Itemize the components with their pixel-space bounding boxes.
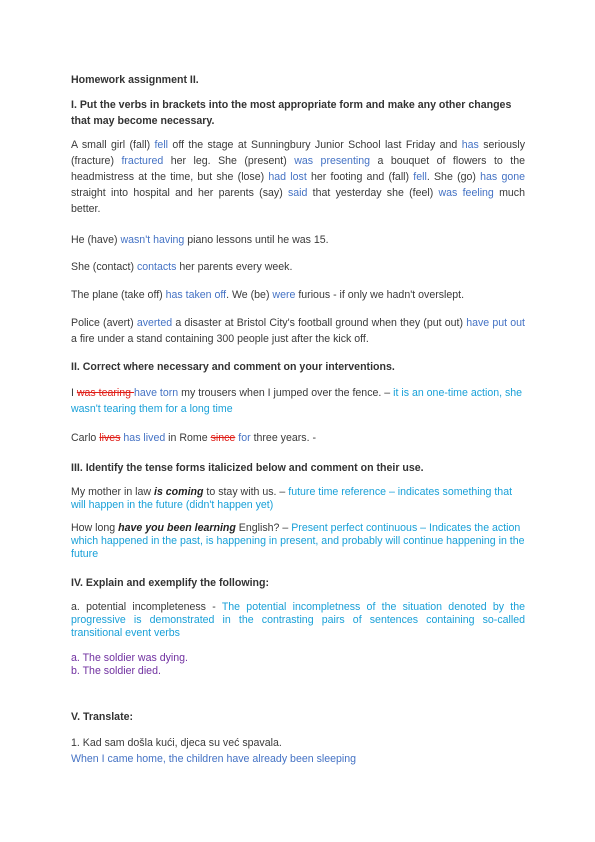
text: much better.: [71, 187, 525, 215]
section-3-sentence-2: [71, 522, 525, 561]
answer: has: [461, 139, 479, 151]
text: in Rome: [165, 432, 211, 444]
answer: has gone: [480, 171, 526, 183]
answer: wasn't having: [120, 234, 185, 246]
comment: Present perfect continuous – Indicates the action which happened in the past, is happening in present, and probably will continue happening in the future: [71, 522, 525, 560]
section-5-heading: V. Translate:: [71, 711, 134, 723]
answer: contacts: [136, 261, 177, 273]
deleted-text: was tearing: [76, 387, 135, 399]
comment: The potential incompletness of the situation denoted by the progressive is demonstrated in the contrasting pairs of sentences containing so-called transitional event verbs: [71, 601, 525, 639]
text: off the stage at Sunningbury Junior School last Friday and: [168, 139, 462, 151]
section-1-sentence-5: [71, 315, 525, 347]
translation-answer-1: When I came home, the children have already been sleeping: [71, 753, 357, 765]
text: that yesterday she (feel): [307, 187, 439, 199]
correction: have torn: [134, 387, 179, 399]
section-1-sentence-4: [71, 287, 525, 303]
text: The plane (take off): [71, 289, 166, 301]
answer: have put out: [466, 317, 525, 329]
italicized-form: have you been learning: [118, 522, 236, 534]
answer: was presenting: [294, 155, 371, 167]
text: Police (avert): [71, 317, 137, 329]
section-4-item: [71, 601, 525, 640]
answer: were: [272, 289, 296, 301]
section-3-heading: III. Identify the tense forms italicized below and comment on their use.: [71, 462, 424, 474]
text: . She (go): [426, 171, 481, 183]
text: her footing and (fall): [306, 171, 414, 183]
section-3-sentence-1: [71, 486, 525, 512]
text: my trousers when I jumped over the fence. –: [178, 387, 394, 399]
text: her leg. She (present): [163, 155, 295, 167]
example-b: b. The soldier died.: [71, 665, 161, 677]
text: straight into hospital and her parents (say): [71, 187, 288, 199]
section-2-sentence-1: [71, 385, 525, 417]
text: Carlo: [71, 432, 100, 444]
text: three years. -: [250, 432, 316, 444]
text: I: [71, 387, 77, 399]
text: How long: [71, 522, 119, 534]
deleted-text: lives: [99, 432, 121, 444]
section-4-heading: IV. Explain and exemplify the following:: [71, 577, 269, 589]
answer: fell: [154, 139, 169, 151]
text: My mother in law: [71, 486, 155, 498]
deleted-text: since: [210, 432, 236, 444]
section-1-paragraph: [71, 137, 525, 217]
answer: averted: [136, 317, 173, 329]
comment: future time reference – indicates something that will happen in the future (didn't happen yet): [71, 486, 513, 511]
section-1-heading: I. Put the verbs in brackets into the most appropriate form and make any other changes that may become necessary.: [71, 99, 512, 127]
correction: for: [235, 432, 251, 444]
italicized-form: is coming: [154, 486, 204, 498]
answer: was feeling: [438, 187, 494, 199]
comment: it is an one-time action, she wasn't tearing them for a long time: [71, 387, 523, 415]
text: to stay with us. –: [203, 486, 289, 498]
text: a bouquet of flowers to the headmistress at the time, but she (lose): [71, 155, 525, 183]
text: He (have): [71, 234, 121, 246]
section-2-heading: II. Correct where necessary and comment on your interventions.: [71, 361, 395, 373]
answer: fractured: [121, 155, 164, 167]
answer: fell: [413, 171, 427, 183]
text: A small girl (fall): [71, 139, 155, 151]
page-title: Homework assignment II.: [71, 74, 199, 86]
answer: said: [287, 187, 308, 199]
text: piano lessons until he was 15.: [184, 234, 329, 246]
text: a disaster at Bristol City's football ground when they (put out): [172, 317, 467, 329]
section-1-sentence-2: [71, 232, 525, 248]
text: her parents every week.: [176, 261, 293, 273]
answer: had lost: [268, 171, 307, 183]
text: English? –: [235, 522, 292, 534]
section-2-sentence-2: [71, 430, 525, 446]
text: a. potential incompleteness -: [71, 601, 222, 613]
text: a fire under a stand containing 300 people just after the kick off.: [71, 333, 369, 345]
text: She (contact): [71, 261, 137, 273]
correction: has lived: [120, 432, 166, 444]
text: furious - if only we hadn't overslept.: [295, 289, 465, 301]
example-a: a. The soldier was dying.: [71, 652, 188, 664]
section-1-sentence-3: [71, 259, 525, 275]
answer: has taken off: [165, 289, 227, 301]
text: seriously (fracture): [71, 139, 526, 167]
text: . We (be): [226, 289, 273, 301]
translate-item-1: 1. Kad sam došla kući, djeca su već spavala.: [71, 737, 282, 749]
